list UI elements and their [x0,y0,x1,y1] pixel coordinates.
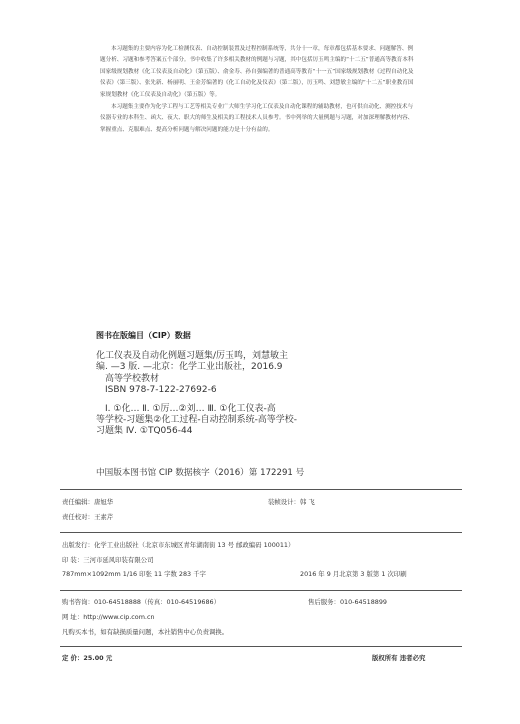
edition: 2016 年 9 月北京第 3 版第 1 次印刷 [300,570,407,578]
abstract-paragraph-1: 本习题集的主要内容为化工检测仪表、自动控制装置及过程控制系统等，共分十一章，每章都包括基本要求、问题解答、例题分析、习题和参考答案五个部分。书中收集了许多相关教材的例题与习题，其中包括厉玉鸣主编的“十二五”普通高等教育本科国家级规划教材《化工仪表及自动化》（第五版）、俞金寿、孙自强编著的普通高等教育“十一五”国家级规划教材《过程自动化及仪表》（第三版）、张先新、杨丽明、王金芳编著的《化工自动化及仪表》（第二版），厉玉鸣、刘慧敏主编的“十二五”职业教育国家规划教材《化工仪表及自动化》（第五版）等。 [100,46,414,98]
purchase-inquiry: 购书咨询：010-64518888（传真：010-64519686） [62,598,220,606]
copyright-notice: 版权所有 违者必究 [372,654,426,662]
designer: 装帧设计：韩 飞 [268,498,315,506]
divider [60,646,462,647]
exchange-notice: 凡购买本书，如有缺损质量问题，本社销售中心负责调换。 [62,628,229,636]
website: 网 址：http://www.cip.com.cn [62,613,155,621]
cip-title: 图书在版编目（CIP）数据 [96,331,191,340]
proofreader: 责任校对：王素芹 [62,513,114,521]
cip-subject-line: 等学校-习题集②化工过程-自动控制系统-高等学校- [96,415,298,426]
price: 定 价：25.00 元 [62,654,113,662]
print-specs: 787mm×1092mm 1/16 印张 11 字数 283 千字 [62,570,206,578]
cip-subject-line: 习题集 Ⅳ. ①TQ056-44 [96,426,193,437]
printer: 印 装：三河市延风印装有限公司 [62,556,154,564]
cip-record [96,351,426,438]
abstract [100,44,416,137]
publisher: 出版发行：化学工业出版社（北京市东城区青年湖南街 13 号 邮政编码 100011） [62,541,295,549]
abstract-paragraph-2: 本习题集主要作为化学工程与工艺等相关专业广大师生学习化工仪表及自动化课程的辅助教材，也可供自动化、测控技术与仪器专业的本科生、函大、夜大、职大的师生及相关的工程技术人员参考。书中列举的大量例题与习题，对加深理解教材内容、掌握重点、克服难点、提高分析问题与解决问题的能力是十分有益的。 [100,104,414,133]
divider [60,489,462,490]
cip-data-number: 中国版本图书馆 CIP 数据核字（2016）第 172291 号 [96,468,305,478]
cip-isbn: ISBN 978-7-122-27692-6 [105,385,217,396]
divider [60,590,462,591]
cip-subject-line: Ⅰ. ①化… Ⅱ. ①厉…②刘… Ⅲ. ①化工仪表-高 [105,403,276,414]
cip-line: 高等学校教材 [105,373,160,384]
cip-line: 化工仪表及自动化例题习题集/厉玉鸣，刘慧敏主 [96,351,289,361]
editor: 责任编辑：唐旭华 [62,498,114,506]
divider [60,532,462,533]
cip-line: 编. —3 版. —北京：化学工业出版社，2016.9 [96,362,283,373]
after-sales: 售后服务：010-64518899 [308,598,387,606]
